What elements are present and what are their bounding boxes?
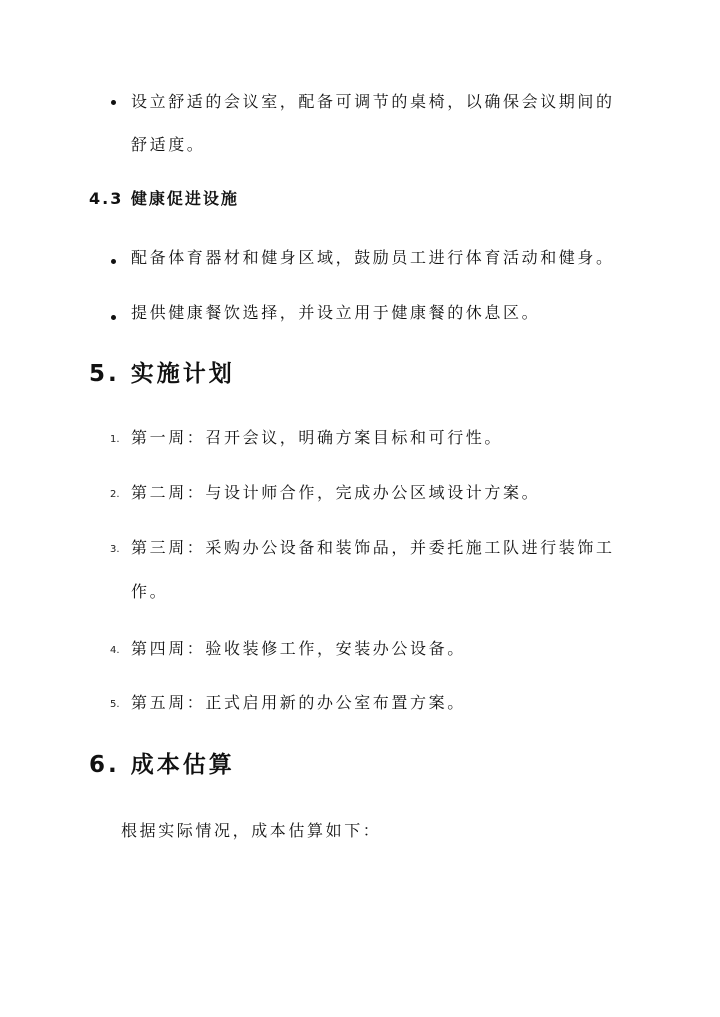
- list-number: 1.: [110, 434, 120, 445]
- section-heading-4-3: 4.3 健康促进设施: [89, 189, 239, 208]
- list-item-text: 第一周：召开会议，明确方案目标和可行性。: [131, 428, 504, 447]
- paragraph: 根据实际情况，成本估算如下：: [121, 821, 382, 840]
- section-heading-5: 5. 实施计划: [89, 361, 235, 387]
- bullet-text-line: 提供健康餐饮选择，并设立用于健康餐的休息区。: [131, 303, 541, 322]
- bullet-marker: [111, 315, 116, 320]
- list-item-text: 第三周：采购办公设备和装饰品，并委托施工队进行装饰工: [131, 538, 615, 557]
- bullet-marker: [111, 100, 116, 105]
- bullet-text-line: 配备体育器材和健身区域，鼓励员工进行体育活动和健身。: [131, 248, 615, 267]
- list-number: 2.: [110, 489, 120, 500]
- list-number: 4.: [110, 645, 120, 656]
- bullet-text-line: 设立舒适的会议室，配备可调节的桌椅，以确保会议期间的: [131, 92, 615, 111]
- list-item-text: 第五周：正式启用新的办公室布置方案。: [131, 693, 466, 712]
- list-item-text: 作。: [131, 582, 169, 601]
- bullet-text-line: 舒适度。: [131, 135, 206, 154]
- list-number: 3.: [110, 544, 120, 555]
- section-heading-6: 6. 成本估算: [89, 752, 235, 778]
- bullet-marker: [111, 259, 116, 264]
- list-item-text: 第二周：与设计师合作，完成办公区域设计方案。: [131, 483, 541, 502]
- list-number: 5.: [110, 699, 120, 710]
- list-item-text: 第四周：验收装修工作，安装办公设备。: [131, 639, 466, 658]
